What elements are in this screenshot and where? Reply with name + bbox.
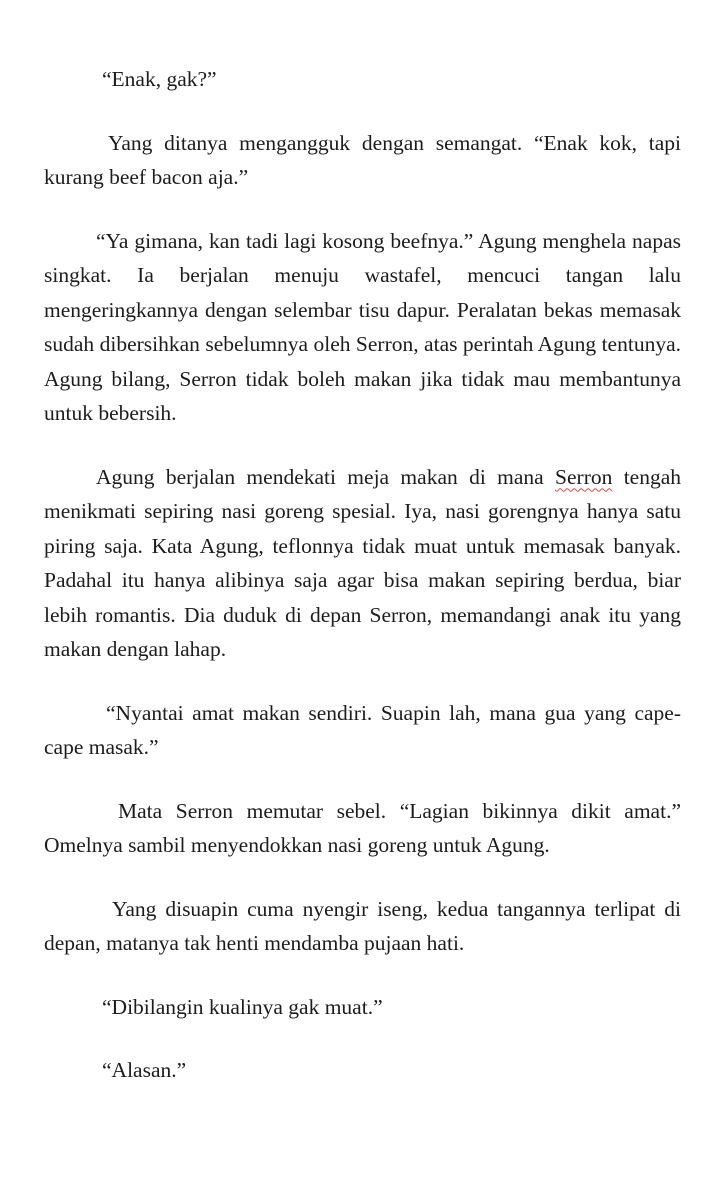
paragraph: Mata Serron memutar sebel. “Lagian bikinnya dikit amat.” Omelnya sambil menyendokkan nasi goreng untuk Agung. [44,798,681,857]
paragraph: “Nyantai amat makan sendiri. Suapin lah, mana gua yang cape-cape masak.” [44,700,681,759]
paragraph: “Alasan.” [102,1058,187,1082]
paragraph: Yang ditanya mengangguk dengan semangat. “Enak kok, tapi kurang beef bacon aja.” [44,130,681,189]
paragraph: “Dibilangin kualinya gak muat.” [102,994,383,1019]
spellcheck-flagged-word[interactable]: Serron [555,464,613,489]
paragraph: Yang disuapin cuma nyengir iseng, kedua tangannya terlipat di depan, matanya tak henti mendamba pujaan hati. [44,896,681,955]
paragraph [44,460,681,667]
paragraph: “Ya gimana, kan tadi lagi kosong beefnya.” Agung menghela napas singkat. Ia berjalan menuju wastafel, mencuci tangan lalu mengeringkannya dengan selembar tisu dapur. Peralatan bekas memasak sudah dibersihkan sebelumnya oleh Serron, atas perintah Agung tentunya. Agung bilang, Serron tidak boleh makan jika tidak mau membantunya untuk bebersih. [44,228,681,425]
paragraph-text-after: tengah menikmati sepiring nasi goreng spesial. Iya, nasi gorengnya hanya satu piring saja. Kata Agung, teflonnya tidak muat untuk memasak banyak. Padahal itu hanya alibinya saja agar bisa makan sepiring berdua, biar lebih romantis. Dia duduk di depan Serron, memandangi anak itu yang makan dengan lahap. [44,464,682,661]
paragraph-text-before: Agung berjalan mendekati meja makan di mana [96,464,556,489]
paragraph: “Enak, gak?” [102,67,217,91]
document-page [44,62,681,1117]
